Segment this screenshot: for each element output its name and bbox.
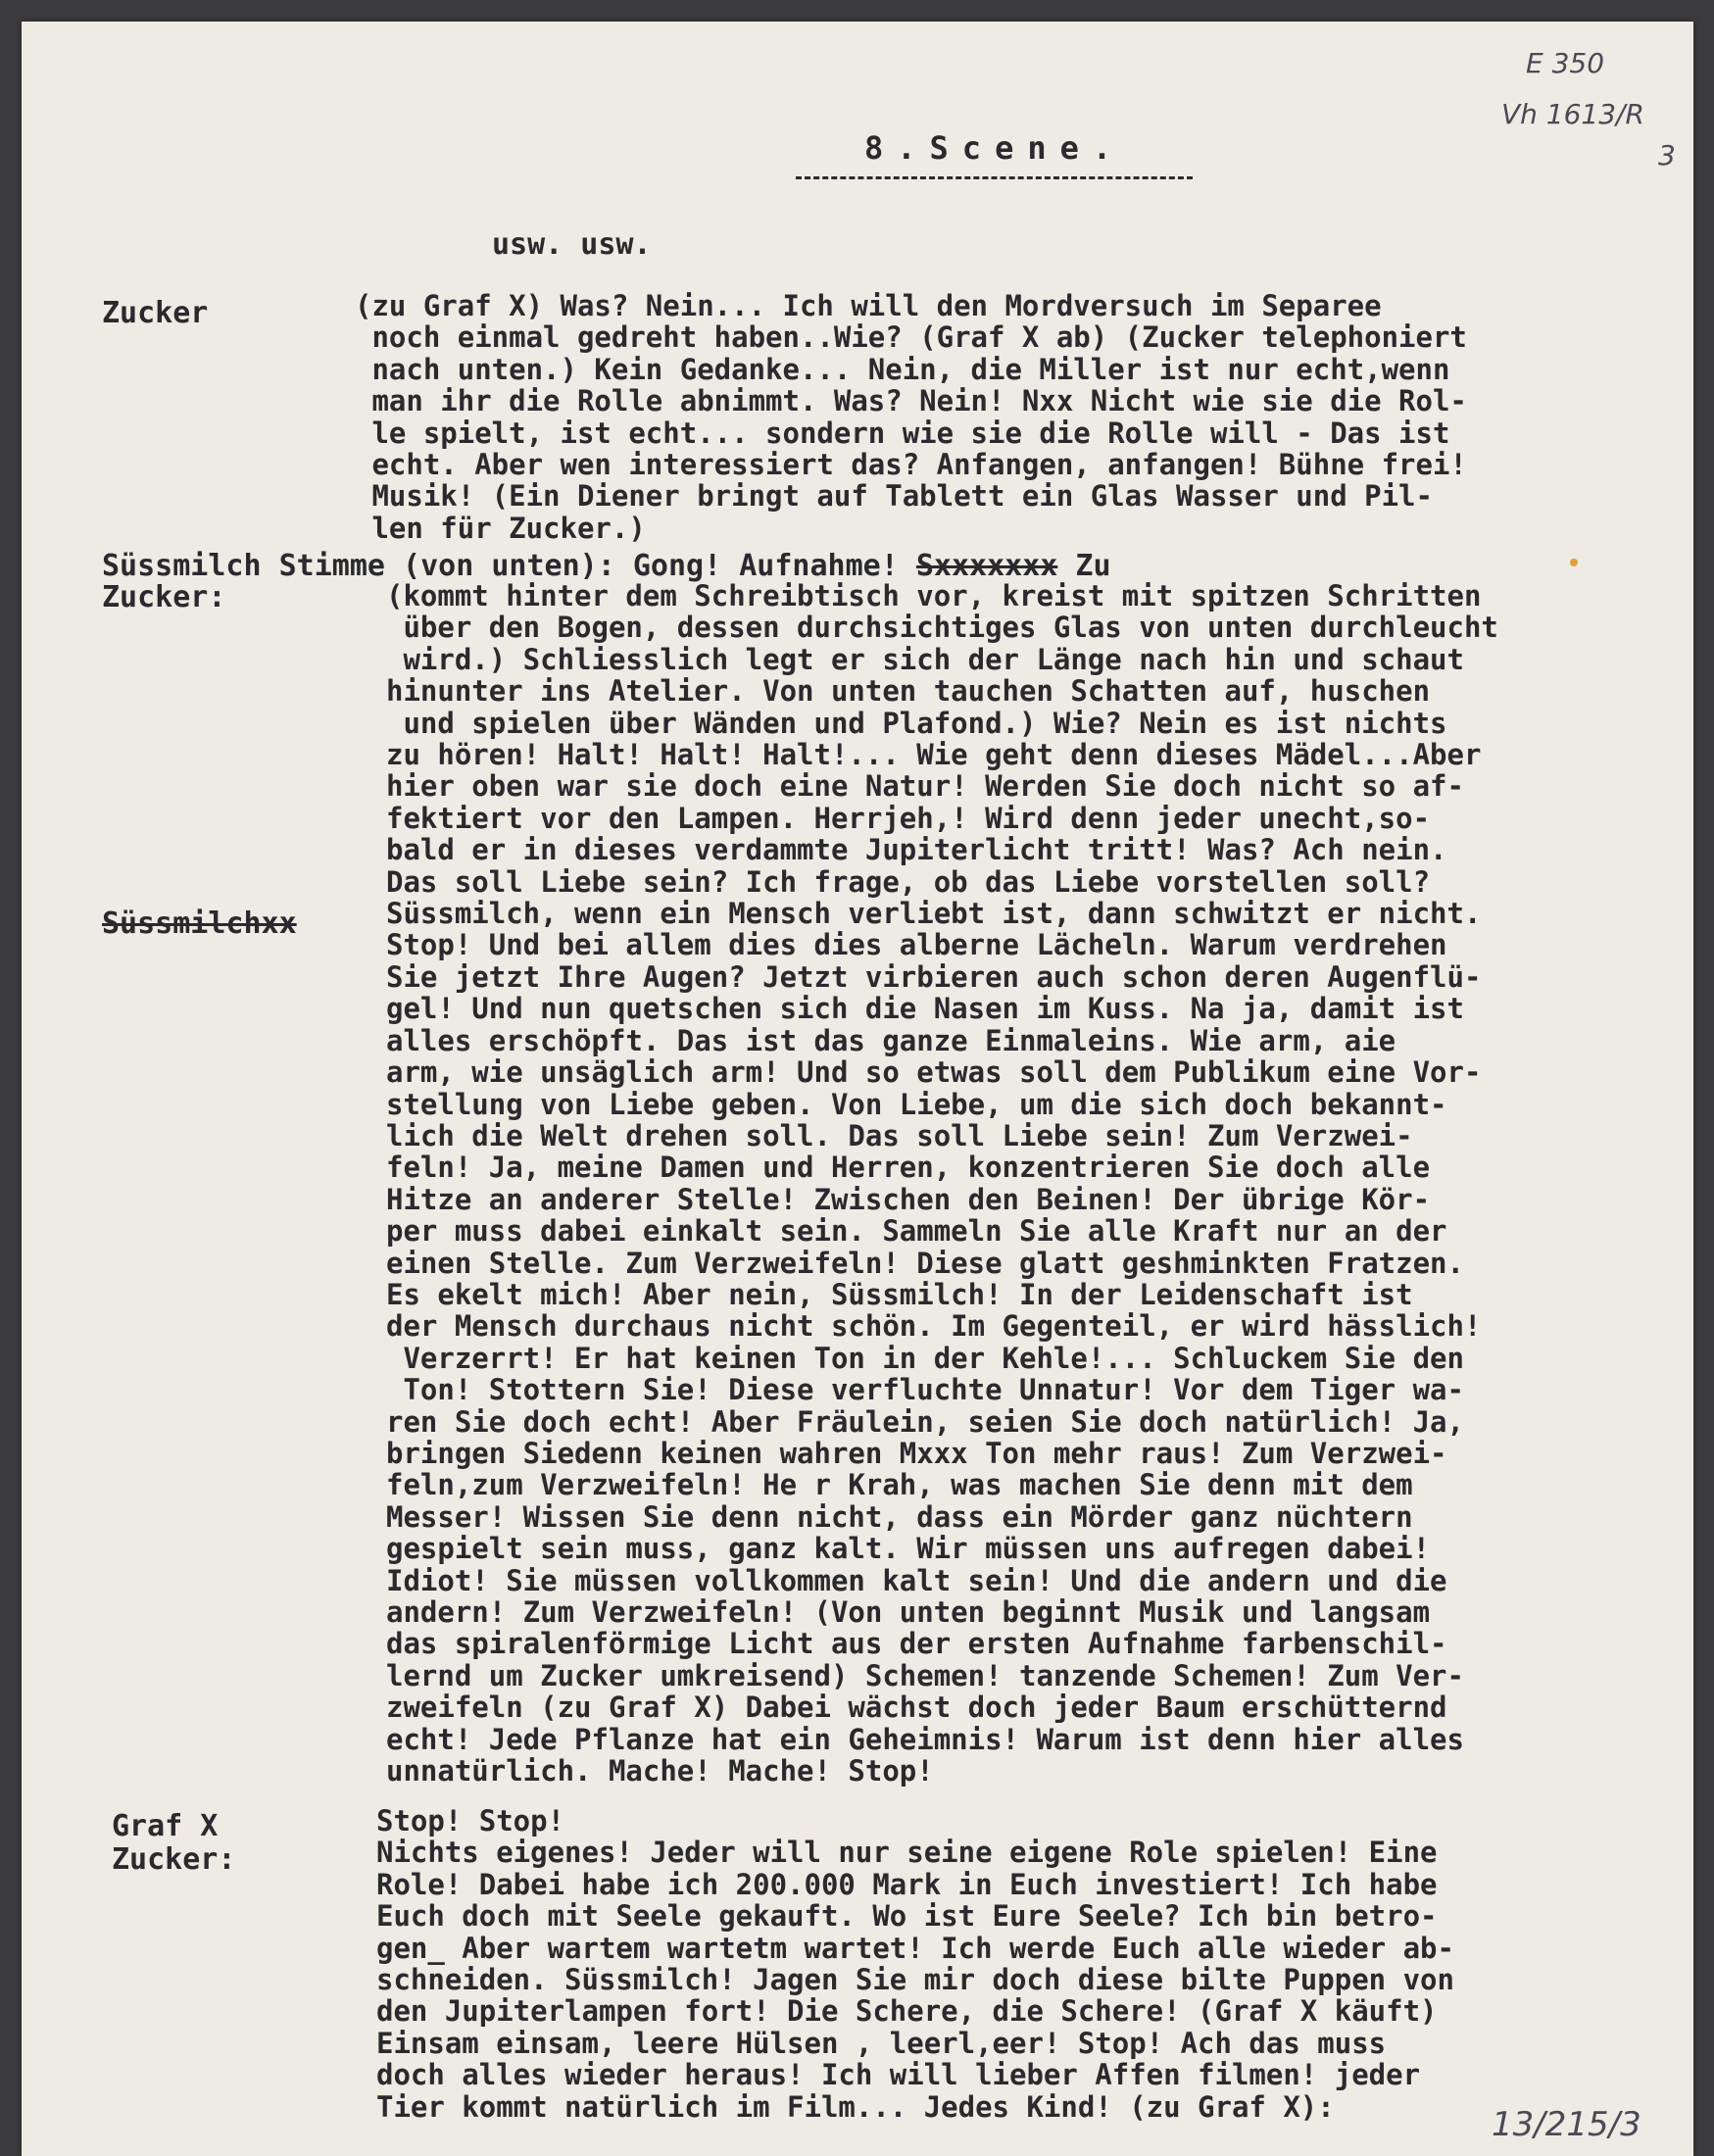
dialogue-block-2: [386, 580, 1498, 1787]
text-line: bringen Siedenn keinen wahren Mxxx Ton mehr raus! Zum Verzwei-: [386, 1436, 1447, 1470]
archive-mark-ref-sub: 3: [1658, 139, 1676, 172]
text-line: der Mensch durchaus nicht schön. Im Gegenteil, er wird hässlich!: [386, 1309, 1482, 1344]
text-line: Stop! Und bei allem dies dies alberne Lächeln. Warum verdrehen: [386, 928, 1447, 962]
document-page: [22, 22, 1693, 2156]
text-line: Nichts eigenes! Jeder will nur seine eigene Role spielen! Eine: [376, 1836, 1438, 1870]
text-line: Das soll Liebe sein? Ich frage, ob das Liebe vorstellen soll?: [386, 864, 1431, 899]
text-line: (kommt hinter dem Schreibtisch vor, kreist mit spitzen Schritten: [386, 579, 1482, 612]
text-line: Hitze an anderer Stelle! Zwischen den Beinen! Der übrige Kör-: [386, 1182, 1431, 1216]
text-line: Einsam einsam, leere Hülsen , leerl,eer! Stop! Ach das muss: [376, 2026, 1387, 2060]
text-line: arm, wie unsäglich arm! Und so etwas soll dem Publikum eine Vor-: [386, 1055, 1482, 1090]
text-line: das spiralenförmige Licht aus der ersten Aufnahme farbenschil-: [386, 1627, 1447, 1661]
text-line: alles erschöpft. Das ist das ganze Einmaleins. Wie arm, aie: [386, 1023, 1396, 1057]
text-line: Es ekelt mich! Aber nein, Süssmilch! In der Leidenschaft ist: [386, 1277, 1413, 1311]
text-line: fektiert vor den Lampen. Herrjeh,! Wird denn jeder unecht,so-: [386, 801, 1431, 835]
title-underline: [796, 176, 1193, 179]
struck-speaker-name: Süssmilchxx: [102, 906, 297, 941]
ink-spot: [1570, 559, 1578, 566]
struck-word: Sxxxxxxx: [915, 549, 1058, 583]
text-line: noch einmal gedreht haben..Wie? (Graf X ab) (Zucker telephoniert: [355, 320, 1467, 355]
text-line: Tier kommt natürlich im Film... Jedes Kind! (zu Graf X):: [376, 2089, 1335, 2124]
text-line: hier oben war sie doch eine Natur! Werden Sie doch nicht so af-: [386, 769, 1464, 804]
text-line: per muss dabei einkalt sein. Sammeln Sie alle Kraft nur an der: [386, 1214, 1447, 1249]
archive-mark-ref: Vh 1613/R: [1501, 98, 1644, 130]
text-line: gel! Und nun quetschen sich die Nasen im Kuss. Na ja, damit ist: [386, 992, 1464, 1026]
text-line: doch alles wieder heraus! Ich will lieber Affen filmen! jeder: [376, 2058, 1421, 2092]
dialogue-block-3: [376, 1805, 1454, 2123]
text-line: Messer! Wissen Sie denn nicht, dass ein Mörder ganz nüchtern: [386, 1499, 1413, 1534]
speaker-zucker-1: Zucker: [102, 296, 209, 330]
text-line: feln,zum Verzweifeln! He r Krah, was machen Sie denn mit dem: [386, 1468, 1413, 1502]
text-line: lich die Welt drehen soll. Das soll Liebe sein! Zum Verzwei-: [386, 1118, 1413, 1152]
text-line: wird.) Schliesslich legt er sich der Länge nach hin und schaut: [386, 642, 1464, 676]
text-line: ren Sie doch echt! Aber Fräulein, seien Sie doch natürlich! Ja,: [386, 1404, 1464, 1439]
dialogue-block-1: [355, 290, 1467, 544]
text-line: hinunter ins Atelier. Von unten tauchen Schatten auf, huschen: [386, 674, 1431, 709]
text-line: le spielt, ist echt... sondern wie sie die Rolle will - Das ist: [355, 416, 1450, 450]
text-line: einen Stelle. Zum Verzweifeln! Diese glatt geshminkten Fratzen.: [386, 1246, 1464, 1280]
text-line: Verzerrt! Er hat keinen Ton in der Kehle!... Schluckem Sie den: [386, 1341, 1464, 1375]
text-line: gespielt sein muss, ganz kalt. Wir müssen uns aufregen dabei!: [386, 1532, 1431, 1566]
text-line: feln! Ja, meine Damen und Herren, konzentrieren Sie doch alle: [386, 1151, 1431, 1185]
text-line: Musik! (Ein Diener bringt auf Tablett ein Glas Wasser und Pil-: [355, 479, 1433, 514]
scene-title: 8.Scene.: [864, 129, 1126, 167]
speaker-suessmilch-line: [102, 549, 1111, 583]
suessmilch-tail: Zu: [1057, 549, 1111, 583]
text-line: lernd um Zucker umkreisend) Schemen! tanzende Schemen! Zum Ver-: [386, 1658, 1464, 1692]
text-line: Euch doch mit Seele gekauft. Wo ist Eure Seele? Ich bin betro-: [376, 1899, 1438, 1934]
archive-mark-bottom: 13/215/3: [1492, 2105, 1641, 2144]
text-line: Ton! Stottern Sie! Diese verfluchte Unnatur! Vor dem Tiger wa-: [386, 1373, 1464, 1407]
text-line: zweifeln (zu Graf X) Dabei wächst doch jeder Baum erschütternd: [386, 1690, 1447, 1725]
text-line: über den Bogen, dessen durchsichtiges Glas von unten durchleucht: [386, 611, 1498, 645]
text-line: Süssmilch, wenn ein Mensch verliebt ist, dann schwitzt er nicht.: [386, 897, 1482, 931]
text-line: nach unten.) Kein Gedanke... Nein, die Miller ist nur echt,wenn: [355, 352, 1450, 386]
speaker-zucker-2: Zucker:: [102, 580, 226, 614]
text-line: schneiden. Süssmilch! Jagen Sie mir doch diese bilte Puppen von: [376, 1963, 1454, 1997]
text-line: Stop! Stop!: [376, 1804, 565, 1838]
text-line: unnatürlich. Mache! Mache! Stop!: [386, 1754, 934, 1788]
text-line: und spielen über Wänden und Plafond.) Wie? Nein es ist nichts: [386, 706, 1447, 740]
text-line: Sie jetzt Ihre Augen? Jetzt virbieren auch schon deren Augenflü-: [386, 959, 1482, 994]
text-line: zu hören! Halt! Halt! Halt!... Wie geht denn dieses Mädel...Aber: [386, 738, 1482, 772]
text-line: bald er in dieses verdammte Jupiterlicht tritt! Was? Ach nein.: [386, 833, 1447, 867]
usw-line: usw. usw.: [492, 227, 652, 262]
text-line: Idiot! Sie müssen vollkommen kalt sein! Und die andern und die: [386, 1563, 1447, 1597]
speaker-zucker-3: Zucker:: [112, 1842, 236, 1877]
suessmilch-text: Süssmilch Stimme (von unten): Gong! Aufnahme!: [102, 549, 916, 583]
speaker-graf-x: Graf X: [112, 1809, 219, 1843]
text-line: andern! Zum Verzweifeln! (Von unten beginnt Musik und langsam: [386, 1595, 1431, 1629]
text-line: echt! Jede Pflanze hat ein Geheimnis! Warum ist denn hier alles: [386, 1722, 1464, 1756]
text-line: gen_ Aber wartem wartetm wartet! Ich werde Euch alle wieder ab-: [376, 1931, 1454, 1965]
text-line: len für Zucker.): [355, 511, 646, 545]
archive-mark-top: E 350: [1526, 47, 1605, 79]
text-line: den Jupiterlampen fort! Die Schere, die Schere! (Graf X käuft): [376, 1994, 1438, 2029]
text-line: man ihr die Rolle abnimmt. Was? Nein! Nxx Nicht wie sie die Rol-: [355, 384, 1467, 418]
text-line: (zu Graf X) Was? Nein... Ich will den Mordversuch im Separee: [355, 289, 1382, 322]
text-line: stellung von Liebe geben. Von Liebe, um die sich doch bekannt-: [386, 1087, 1447, 1121]
text-line: echt. Aber wen interessiert das? Anfangen, anfangen! Bühne frei!: [355, 448, 1467, 482]
text-line: Role! Dabei habe ich 200.000 Mark in Euch investiert! Ich habe: [376, 1867, 1438, 1901]
